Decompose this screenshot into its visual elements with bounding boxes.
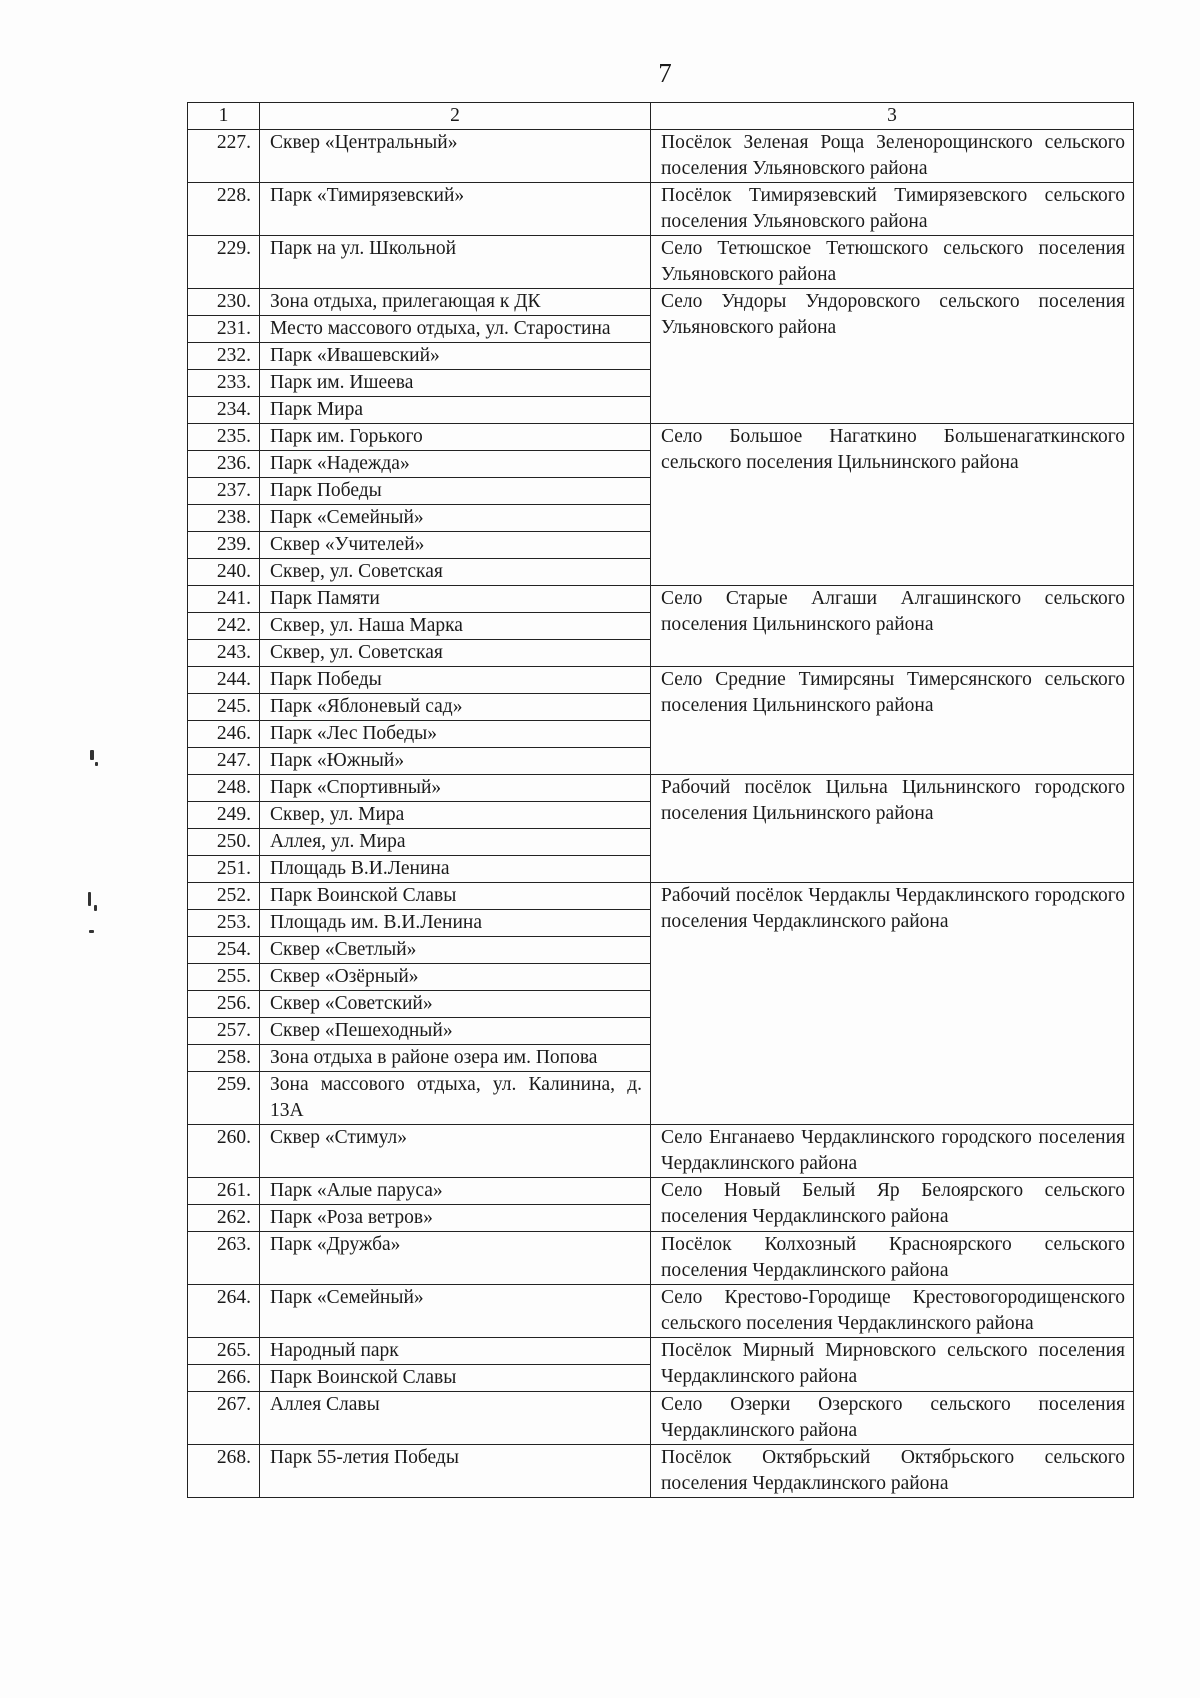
row-number: 251. [188,856,260,883]
park-name: Сквер, ул. Мира [260,802,651,829]
row-number: 243. [188,640,260,667]
row-number: 230. [188,289,260,316]
page-number: 7 [658,58,672,88]
table-row [188,1285,1134,1338]
table-row [188,883,1134,910]
park-name: Площадь В.И.Ленина [260,856,651,883]
table-row [188,130,1134,183]
park-name: Зона отдыха, прилегающая к ДК [260,289,651,316]
park-name: Сквер, ул. Советская [260,640,651,667]
row-number: 240. [188,559,260,586]
row-number: 228. [188,183,260,236]
table-row [188,1392,1134,1445]
park-name: Зона отдыха в районе озера им. Попова [260,1045,651,1072]
park-name: Сквер, ул. Советская [260,559,651,586]
row-number: 244. [188,667,260,694]
park-name: Аллея Славы [260,1392,651,1445]
row-number: 260. [188,1125,260,1178]
table-row [188,424,1134,451]
park-name: Народный парк [260,1338,651,1365]
row-number: 257. [188,1018,260,1045]
park-name: Место массового отдыха, ул. Старостина [260,316,651,343]
park-name: Аллея, ул. Мира [260,829,651,856]
park-name: Парк «Алые паруса» [260,1178,651,1205]
row-number: 245. [188,694,260,721]
park-name: Сквер, ул. Наша Марка [260,613,651,640]
row-number: 239. [188,532,260,559]
scan-speck [94,905,97,911]
settlement-location: Рабочий посёлок Цильна Цильнинского городского поселения Цильнинского района [651,775,1134,883]
row-number: 232. [188,343,260,370]
row-number: 231. [188,316,260,343]
row-number: 237. [188,478,260,505]
scan-speck [90,750,94,760]
park-name: Площадь им. В.И.Ленина [260,910,651,937]
settlement-location: Село Крестово-Городище Крестовогородищенского сельского поселения Чердаклинского района [651,1285,1134,1338]
park-name: Сквер «Пешеходный» [260,1018,651,1045]
table-row [188,1125,1134,1178]
table-row [188,1338,1134,1365]
park-name: Парк «Семейный» [260,1285,651,1338]
settlement-location: Посёлок Мирный Мирновского сельского поселения Чердаклинского района [651,1338,1134,1392]
park-name: Парк «Дружба» [260,1232,651,1285]
settlement-location: Село Средние Тимирсяны Тимерсянского сельского поселения Цильнинского района [651,667,1134,775]
table-row [188,1232,1134,1285]
row-number: 250. [188,829,260,856]
park-name: Парк им. Горького [260,424,651,451]
row-number: 258. [188,1045,260,1072]
park-name: Парк «Южный» [260,748,651,775]
park-name: Парк «Ивашевский» [260,343,651,370]
park-name: Сквер «Центральный» [260,130,651,183]
park-name: Парк «Тимирязевский» [260,183,651,236]
table-row [188,1445,1134,1498]
park-name: Парк «Роза ветров» [260,1205,651,1232]
park-name: Сквер «Советский» [260,991,651,1018]
row-number: 238. [188,505,260,532]
row-number: 254. [188,937,260,964]
table-row [188,586,1134,613]
settlement-location: Село Ундоры Ундоровского сельского поселения Ульяновского района [651,289,1134,424]
scan-speck [88,892,91,906]
settlement-location: Село Озерки Озерского сельского поселения Чердаклинского района [651,1392,1134,1445]
park-name: Зона массового отдыха, ул. Калинина, д. 13А [260,1072,651,1125]
table-row [188,289,1134,316]
settlement-location: Село Тетюшское Тетюшского сельского поселения Ульяновского района [651,236,1134,289]
row-number: 265. [188,1338,260,1365]
park-name: Парк «Надежда» [260,451,651,478]
park-name: Парк Победы [260,478,651,505]
row-number: 241. [188,586,260,613]
table-row [188,183,1134,236]
park-name: Сквер «Озёрный» [260,964,651,991]
row-number: 233. [188,370,260,397]
scan-speck [89,930,94,933]
row-number: 248. [188,775,260,802]
row-number: 261. [188,1178,260,1205]
row-number: 266. [188,1365,260,1392]
row-number: 262. [188,1205,260,1232]
settlement-location: Посёлок Октябрьский Октябрьского сельского поселения Чердаклинского района [651,1445,1134,1498]
row-number: 236. [188,451,260,478]
park-name: Парк Мира [260,397,651,424]
park-name: Парк им. Ишеева [260,370,651,397]
settlement-location: Село Старые Алгаши Алгашинского сельского поселения Цильнинского района [651,586,1134,667]
park-name: Парк «Семейный» [260,505,651,532]
row-number: 249. [188,802,260,829]
park-name: Парк на ул. Школьной [260,236,651,289]
column-header-location: 3 [651,103,1134,130]
row-number: 246. [188,721,260,748]
park-name: Парк «Спортивный» [260,775,651,802]
row-number: 242. [188,613,260,640]
row-number: 256. [188,991,260,1018]
row-number: 229. [188,236,260,289]
row-number: 227. [188,130,260,183]
row-number: 252. [188,883,260,910]
scan-speck [95,762,98,766]
row-number: 264. [188,1285,260,1338]
row-number: 263. [188,1232,260,1285]
row-number: 268. [188,1445,260,1498]
park-name: Парк «Лес Победы» [260,721,651,748]
table-row [188,775,1134,802]
row-number: 234. [188,397,260,424]
park-name: Парк 55-летия Победы [260,1445,651,1498]
park-name: Парк Памяти [260,586,651,613]
park-name: Сквер «Учителей» [260,532,651,559]
park-name: Парк Воинской Славы [260,883,651,910]
settlement-location: Посёлок Колхозный Красноярского сельского поселения Чердаклинского района [651,1232,1134,1285]
settlement-location: Село Новый Белый Яр Белоярского сельского поселения Чердаклинского района [651,1178,1134,1232]
park-name: Парк Победы [260,667,651,694]
row-number: 235. [188,424,260,451]
settlement-location: Рабочий посёлок Чердаклы Чердаклинского городского поселения Чердаклинского района [651,883,1134,1125]
row-number: 255. [188,964,260,991]
settlement-location: Посёлок Зеленая Роща Зеленорощинского сельского поселения Ульяновского района [651,130,1134,183]
table-row [188,236,1134,289]
row-number: 247. [188,748,260,775]
park-name: Парк Воинской Славы [260,1365,651,1392]
header-row [188,103,1134,130]
settlement-location: Посёлок Тимирязевский Тимирязевского сельского поселения Ульяновского района [651,183,1134,236]
park-name: Парк «Яблоневый сад» [260,694,651,721]
table-row [188,667,1134,694]
settlement-location: Село Большое Нагаткино Большенагаткинского сельского поселения Цильнинского района [651,424,1134,586]
park-name: Сквер «Стимул» [260,1125,651,1178]
park-name: Сквер «Светлый» [260,937,651,964]
column-header-number: 1 [188,103,260,130]
settlement-location: Село Енганаево Чердаклинского городского поселения Чердаклинского района [651,1125,1134,1178]
parks-table [187,102,1134,1498]
table-row [188,1178,1134,1205]
row-number: 267. [188,1392,260,1445]
row-number: 253. [188,910,260,937]
row-number: 259. [188,1072,260,1125]
column-header-name: 2 [260,103,651,130]
table-body [188,130,1134,1498]
